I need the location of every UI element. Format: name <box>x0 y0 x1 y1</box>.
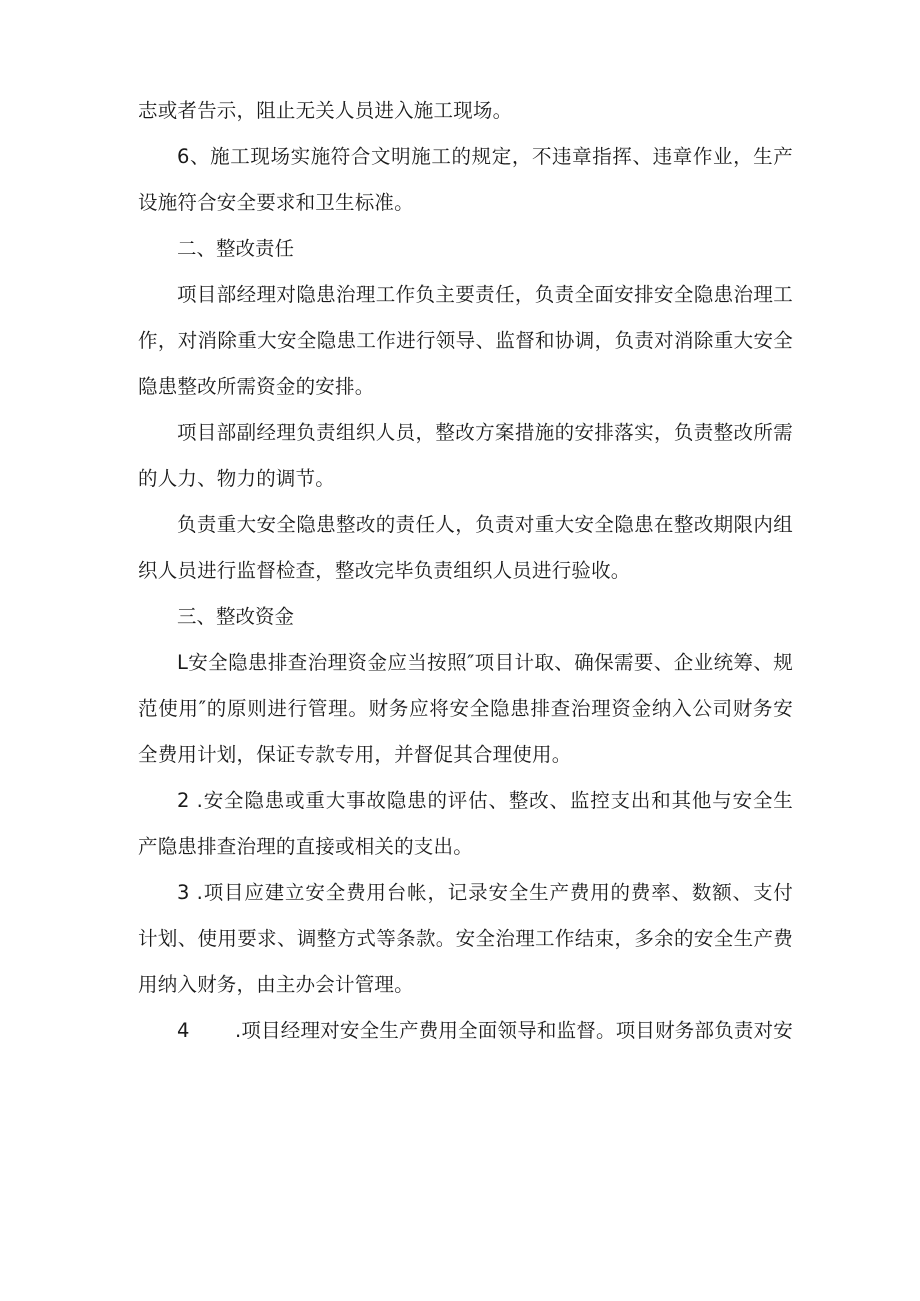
paragraph-funds-item-4 <box>138 1008 793 1054</box>
paragraph-responsible-person: 负责重大安全隐患整改的责任人，负责对重大安全隐患在整改期限内组织人员进行监督检查，整改完毕负责组织人员进行验收。 <box>138 513 793 582</box>
paragraph-deputy-manager: 项目部副经理负责组织人员，整改方案措施的安排落实，负责整改所需的人力、物力的调节。 <box>138 421 793 490</box>
paragraph-item-6: 6、施工现场实施符合文明施工的规定，不违章指挥、违章作业，生产设施符合安全要求和卫生标准。 <box>138 145 793 214</box>
section-heading-responsibility: 二、整改责任 <box>177 237 295 260</box>
section-heading-funds: 三、整改资金 <box>177 605 295 628</box>
paragraph-funds-item-1: L安全隐患排查治理资金应当按照″项目计取、确保需要、企业统筹、规范使用″的原则进行管理。财务应将安全隐患排查治理资金纳入公司财务安全费用计划，保证专款专用，并督促其合理使用。 <box>138 651 793 766</box>
paragraph-1: 志或者告示，阻止无关人员进入施工现场。 <box>138 99 513 122</box>
item-number: 4 <box>177 1019 190 1042</box>
paragraph-funds-item-3: 3 .项目应建立安全费用台帐，记录安全生产费用的费率、数额、支付计划、使用要求、调整方式等条款。安全治理工作结束，多余的安全生产费用纳入财务，由主办会计管理。 <box>138 881 793 996</box>
item-text: .项目经理对安全生产费用全面领导和监督。项目财务部负责对安 <box>235 1019 793 1042</box>
paragraph-funds-item-2: 2 .安全隐患或重大事故隐患的评估、整改、监控支出和其他与安全生产隐患排查治理的直接或相关的支出。 <box>138 789 793 858</box>
document-body <box>138 88 793 1054</box>
paragraph-manager-responsibility: 项目部经理对隐患治理工作负主要责任，负责全面安排安全隐患治理工作，对消除重大安全隐患工作进行领导、监督和协调，负责对消除重大安全隐患整改所需资金的安排。 <box>138 283 793 398</box>
